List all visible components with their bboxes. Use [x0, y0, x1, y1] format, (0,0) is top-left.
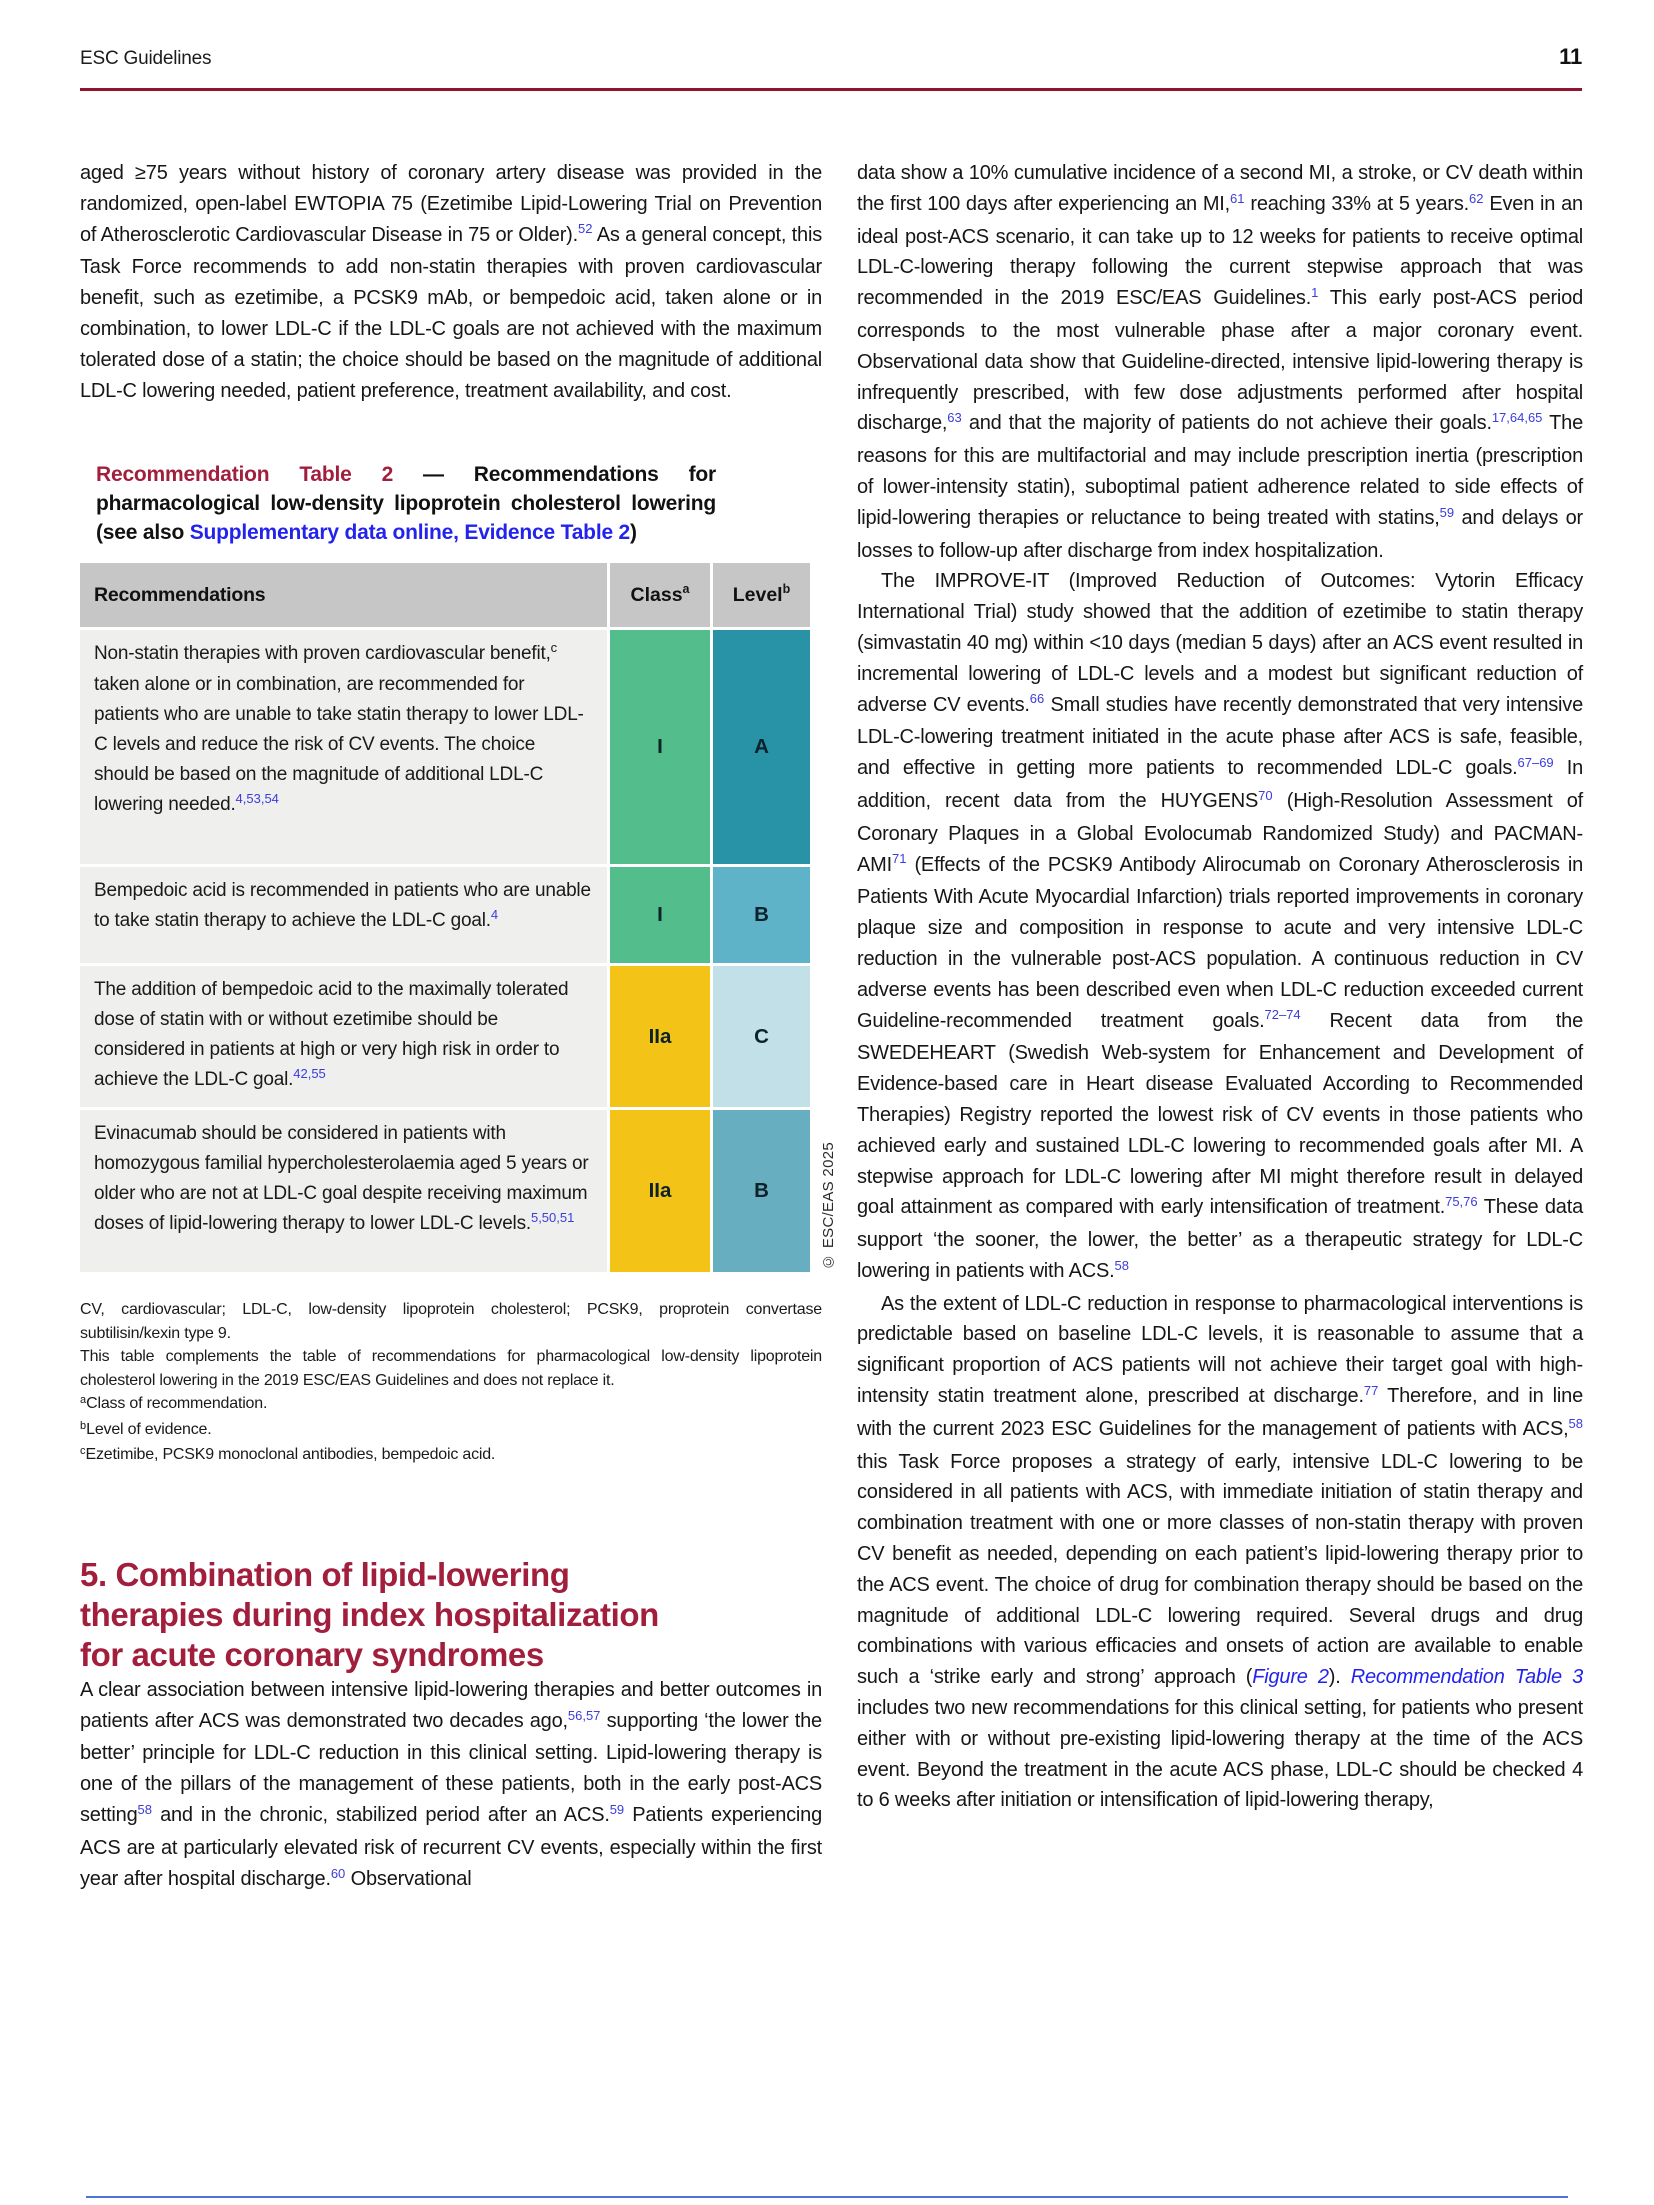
- class-of-recommendation-cell: IIa: [610, 1110, 710, 1272]
- text-segment: includes two new recommendations for this clinical setting, for patients who present either with or without pre-existing lipid-lowering therapy at the time of the ACS event. Beyond the treatment in the acute ACS phase, LDL-C should be checked 4 to 6 weeks after initiation or intensification of lipid-lowering therapy,: [857, 1697, 1583, 1812]
- level-of-evidence-cell: B: [713, 1110, 810, 1272]
- text-segment: data show a 10% cumulative incidence of a second MI, a stroke, or CV death within the first 100 days after experiencing an MI,: [857, 162, 1583, 215]
- reference-superscript[interactable]: 58: [137, 1801, 152, 1817]
- inline-link[interactable]: Recommendation Table 3: [1350, 1666, 1583, 1689]
- text-segment: ).: [1328, 1666, 1351, 1689]
- table-row-recommendation: [80, 630, 607, 864]
- footnote-marker: b: [782, 582, 791, 597]
- header-rule: [80, 88, 1582, 91]
- footnote-a: [80, 1392, 822, 1418]
- column-header-label: Level: [732, 583, 783, 606]
- table-row-recommendation: [80, 966, 607, 1107]
- text-segment: These data support ‘the sooner, the lower, the better’ as a therapeutic strategy for LDL-C lowering in patients with ACS.: [857, 1196, 1583, 1282]
- text-segment: a: [80, 1394, 87, 1407]
- reference-superscript[interactable]: 58: [1568, 1415, 1583, 1431]
- text-segment: ): [630, 521, 637, 545]
- text-segment: reaching 33% at 5 years.: [1244, 192, 1469, 215]
- text-segment: The reasons for this are multifactorial and may include prescription inertia (prescription of lower-intensity statin), suboptimal patient adherence related to side effects of lipid-lowering therapies or reluctance to being treated with statins,: [857, 412, 1583, 529]
- footnote-abbreviations: [80, 1298, 822, 1345]
- paragraph: [857, 158, 1583, 566]
- reference-superscript[interactable]: 56,57: [567, 1707, 601, 1723]
- table-header-class: [610, 563, 710, 627]
- reference-superscript[interactable]: 72–74: [1264, 1007, 1301, 1023]
- table-caption: [96, 460, 716, 547]
- reference-superscript[interactable]: 17,64,65: [1491, 410, 1543, 426]
- class-of-recommendation-cell: IIa: [610, 966, 710, 1107]
- reference-superscript[interactable]: 59: [609, 1801, 625, 1817]
- text-segment: Recent data from the SWEDEHEART (Swedish Web-system for Enhancement and Development of Evidence-based care in Heart disease Evaluated According to Recommended Therapies) Registry reported the lowest risk of CV events in those patients who achieved early and sustained LDL-C lowering to recommended goals after MI. A stepwise approach for LDL-C lowering after MI might therefore result in delayed goal attainment as compared with early intensification of treatment.: [857, 1009, 1583, 1219]
- text-segment: Patients experiencing ACS are at particularly elevated risk of recurrent CV events, especially within the first year after hospital discharge.: [80, 1804, 823, 1890]
- level-of-evidence-cell: A: [713, 630, 810, 864]
- reference-superscript[interactable]: 42,55: [293, 1066, 326, 1082]
- text-segment: CV, cardiovascular; LDL-C, low-density lipoprotein cholesterol; PCSK9, proprotein convertase subtilisin/kexin type 9.: [80, 1301, 822, 1342]
- reference-superscript[interactable]: 60: [330, 1865, 346, 1881]
- text-segment: Class of recommendation.: [86, 1395, 268, 1413]
- text-segment: c: [80, 1445, 86, 1458]
- reference-superscript[interactable]: 70: [1258, 787, 1273, 803]
- table-row-recommendation: [80, 1110, 607, 1272]
- reference-superscript[interactable]: 62: [1469, 190, 1484, 206]
- left-column: [80, 158, 837, 1896]
- running-head-title: ESC Guidelines: [80, 48, 212, 69]
- text-segment: b: [80, 1419, 87, 1432]
- reference-superscript[interactable]: 77: [1363, 1382, 1379, 1398]
- reference-superscript[interactable]: 63: [947, 410, 962, 426]
- text-segment: (High-Resolution Assessment of Coronary Plaques in a Global Evolocumab Randomized Study) and PACMAN-AMI: [857, 789, 1583, 876]
- column-header-label: Recommendations: [94, 583, 266, 606]
- table-footnotes: [80, 1298, 822, 1469]
- reference-superscript[interactable]: 61: [1230, 190, 1245, 206]
- text-segment: this Task Force proposes a strategy of early, intensive LDL-C lowering to be considered in all patients with ACS, with immediate initiation of statin therapy and combination treatment with one or more classes of non-statin therapy with proven CV benefit as needed, depending on each patient’s lipid-lowering therapy prior to the ACS event. The choice of drug for combination therapy should be based on the magnitude of additional LDL-C lowering required. Several drugs and drug combinations with various efficacies and onsets of action are available to enable such a ‘strike early and strong’ approach (: [857, 1450, 1583, 1689]
- text-segment: and in the chronic, stabilized period after an ACS.: [152, 1804, 610, 1827]
- text-segment: Bempedoic acid is recommended in patients who are unable to take statin therapy to achieve the LDL-C goal.: [94, 880, 591, 932]
- text-segment: Therefore, and in line with the current 2023 ESC Guidelines for the management of patients with ACS,: [857, 1385, 1583, 1440]
- text-segment: supporting ‘the lower the better’ principle for LDL-C reduction in this clinical setting. Lipid-lowering therapy is one of the pillars of the management of these patients, both in the early post-ACS setting: [80, 1709, 822, 1827]
- reference-superscript[interactable]: 4,53,54: [235, 791, 279, 807]
- inline-link[interactable]: Figure 2: [1252, 1666, 1329, 1689]
- section-heading: 5. Combination of lipid-lowering therapies during index hospitalization for acute coronary syndromes: [80, 1555, 659, 1673]
- footnote-note: [80, 1345, 822, 1392]
- text-segment: Recommendation Table 2: [96, 463, 394, 487]
- reference-superscript[interactable]: 4: [490, 907, 499, 923]
- paragraph: [857, 1289, 1583, 1817]
- page-number: 11: [1559, 44, 1582, 69]
- text-segment: taken alone or in combination, are recommended for patients who are unable to take statin therapy to lower LDL-C levels and reduce the risk of CV events. The choice should be based on the magnitude of additional LDL-C lowering needed.: [94, 674, 584, 816]
- text-segment: Even in an ideal post-ACS scenario, it can take up to 12 weeks for patients to receive optimal LDL-C-lowering therapy following the current stepwise approach that was recommended in the 2019 ESC/EAS Guidelines.: [857, 192, 1583, 310]
- paragraph: [857, 566, 1583, 1288]
- class-of-recommendation-cell: I: [610, 630, 710, 864]
- text-segment: Small studies have recently demonstrated that very intensive LDL-C-lowering treatment initiated in the acute phase after ACS is safe, feasible, and effective in getting more patients to recommended LDL-C goals.: [857, 693, 1584, 780]
- footnote-marker: a: [682, 582, 690, 597]
- reference-superscript[interactable]: 66: [1029, 691, 1045, 707]
- text-segment: As a general concept, this Task Force recommends to add non-statin therapies with proven cardiovascular benefit, such as ezetimibe, a PCSK9 mAb, or bempedoic acid, taken alone or in combination, to lower LDL-C if the LDL-C goals are not achieved with the maximum tolerated dose of a statin; the choice should be based on the magnitude of additional LDL-C lowering needed, patient preference, treatment availability, and cost.: [80, 223, 822, 402]
- reference-superscript[interactable]: 75,76: [1445, 1194, 1478, 1210]
- class-of-recommendation-cell: I: [610, 867, 710, 963]
- level-of-evidence-cell: B: [713, 867, 810, 963]
- right-column: [857, 158, 1583, 1816]
- text-segment: The IMPROVE-IT (Improved Reduction of Outcomes: Vytorin Efficacy International Trial) study showed that the addition of ezetimibe to statin therapy (simvastatin 40 mg) within <10 days (median 5 days) after an ACS event resulted in incremental lowering of LDL-C levels and a modest but significant reduction of adverse CV events.: [857, 570, 1583, 716]
- text-segment: This table complements the table of recommendations for pharmacological low-density lipoprotein cholesterol lowering in the 2019 ESC/EAS Guidelines and does not replace it.: [80, 1348, 822, 1389]
- level-of-evidence-cell: C: [713, 966, 810, 1107]
- text-segment: and delays or losses to follow-up after discharge from index hospitalization.: [857, 506, 1583, 562]
- reference-superscript[interactable]: 1: [1311, 285, 1319, 301]
- text-segment: — Recommendations for pharmacological low-density lipoprotein cholesterol lowering (see also: [96, 463, 717, 545]
- text-segment: In addition, recent data from the HUYGENS: [857, 757, 1584, 812]
- reference-superscript[interactable]: 59: [1439, 504, 1455, 520]
- table-header-level: [713, 563, 810, 627]
- running-head: [80, 44, 1582, 70]
- text-segment: c: [550, 640, 558, 656]
- column-header-label: Class: [630, 583, 683, 606]
- reference-superscript[interactable]: 5,50,51: [530, 1210, 575, 1226]
- copyright-vertical-label: © ESC/EAS 2025: [820, 1142, 837, 1271]
- text-segment: Ezetimibe, PCSK9 monoclonal antibodies, bempedoic acid.: [85, 1446, 496, 1464]
- reference-superscript[interactable]: 71: [891, 851, 907, 867]
- paragraph: [80, 158, 822, 406]
- text-segment: and that the majority of patients do not achieve their goals.: [961, 412, 1492, 435]
- text-segment: Level of evidence.: [86, 1420, 212, 1438]
- text-segment: (Effects of the PCSK9 Antibody Alirocumab on Coronary Atherosclerosis in Patients With Acute Myocardial Infarction) trials reported improvements in coronary plaque size and composition in response to acute and very intensive LDL-C reduction in the vulnerable post-ACS population. A continuous reduction in CV adverse events has been described even when LDL-C reduction exceeded current Guideline-recommended treatment goals.: [857, 853, 1583, 1032]
- table-header-recommendations: [80, 563, 607, 627]
- bottom-edge-line: [86, 2196, 1568, 2198]
- inline-link[interactable]: Supplementary data online, Evidence Table 2: [189, 521, 631, 545]
- reference-superscript[interactable]: 52: [578, 221, 593, 237]
- text-segment: aged ≥75 years without history of coronary artery disease was provided in the randomized, open-label EWTOPIA 75 (Ezetimibe Lipid-Lowering Trial on Prevention of Atherosclerotic Cardiovascular Disease in 75 or Older).: [80, 162, 822, 246]
- text-segment: This early post-ACS period corresponds to the most vulnerable phase after a major coronary event. Observational data show that Guideline-directed, intensive lipid-lowering therapy is infrequently prescribed, with few dose adjustments performed after hospital discharge,: [857, 287, 1584, 435]
- reference-superscript[interactable]: 67–69: [1517, 755, 1554, 770]
- text-segment: The addition of bempedoic acid to the maximally tolerated dose of statin with or without ezetimibe should be considered in patients at high or very high risk in order to achieve the LDL-C goal.: [94, 979, 569, 1091]
- text-segment: A clear association between intensive lipid-lowering therapies and better outcomes in patients after ACS was demonstrated two decades ago,: [80, 1678, 822, 1732]
- table-row-recommendation: [80, 867, 607, 963]
- footnote-b: [80, 1418, 822, 1444]
- recommendation-table-wrap: [80, 563, 837, 1272]
- recommendation-table: [80, 563, 807, 1272]
- text-segment: Evinacumab should be considered in patients with homozygous familial hypercholesterolaemia aged 5 years or older who are not at LDL-C goal despite receiving maximum doses of lipid-lowering therapy to lower LDL-C levels.: [94, 1123, 589, 1235]
- text-segment: Observational: [345, 1867, 472, 1890]
- footnote-c: [80, 1443, 822, 1469]
- paragraph: [80, 1675, 822, 1897]
- text-segment: As the extent of LDL-C reduction in response to pharmacological interventions is predictable based on baseline LDL-C levels, it is reasonable to assume that a significant proportion of ACS patients will not achieve their target goal with high-intensity statin treatment alone, prescribed at discharge.: [857, 1292, 1583, 1408]
- reference-superscript[interactable]: 58: [1114, 1257, 1129, 1273]
- text-segment: Non-statin therapies with proven cardiovascular benefit,: [94, 643, 551, 665]
